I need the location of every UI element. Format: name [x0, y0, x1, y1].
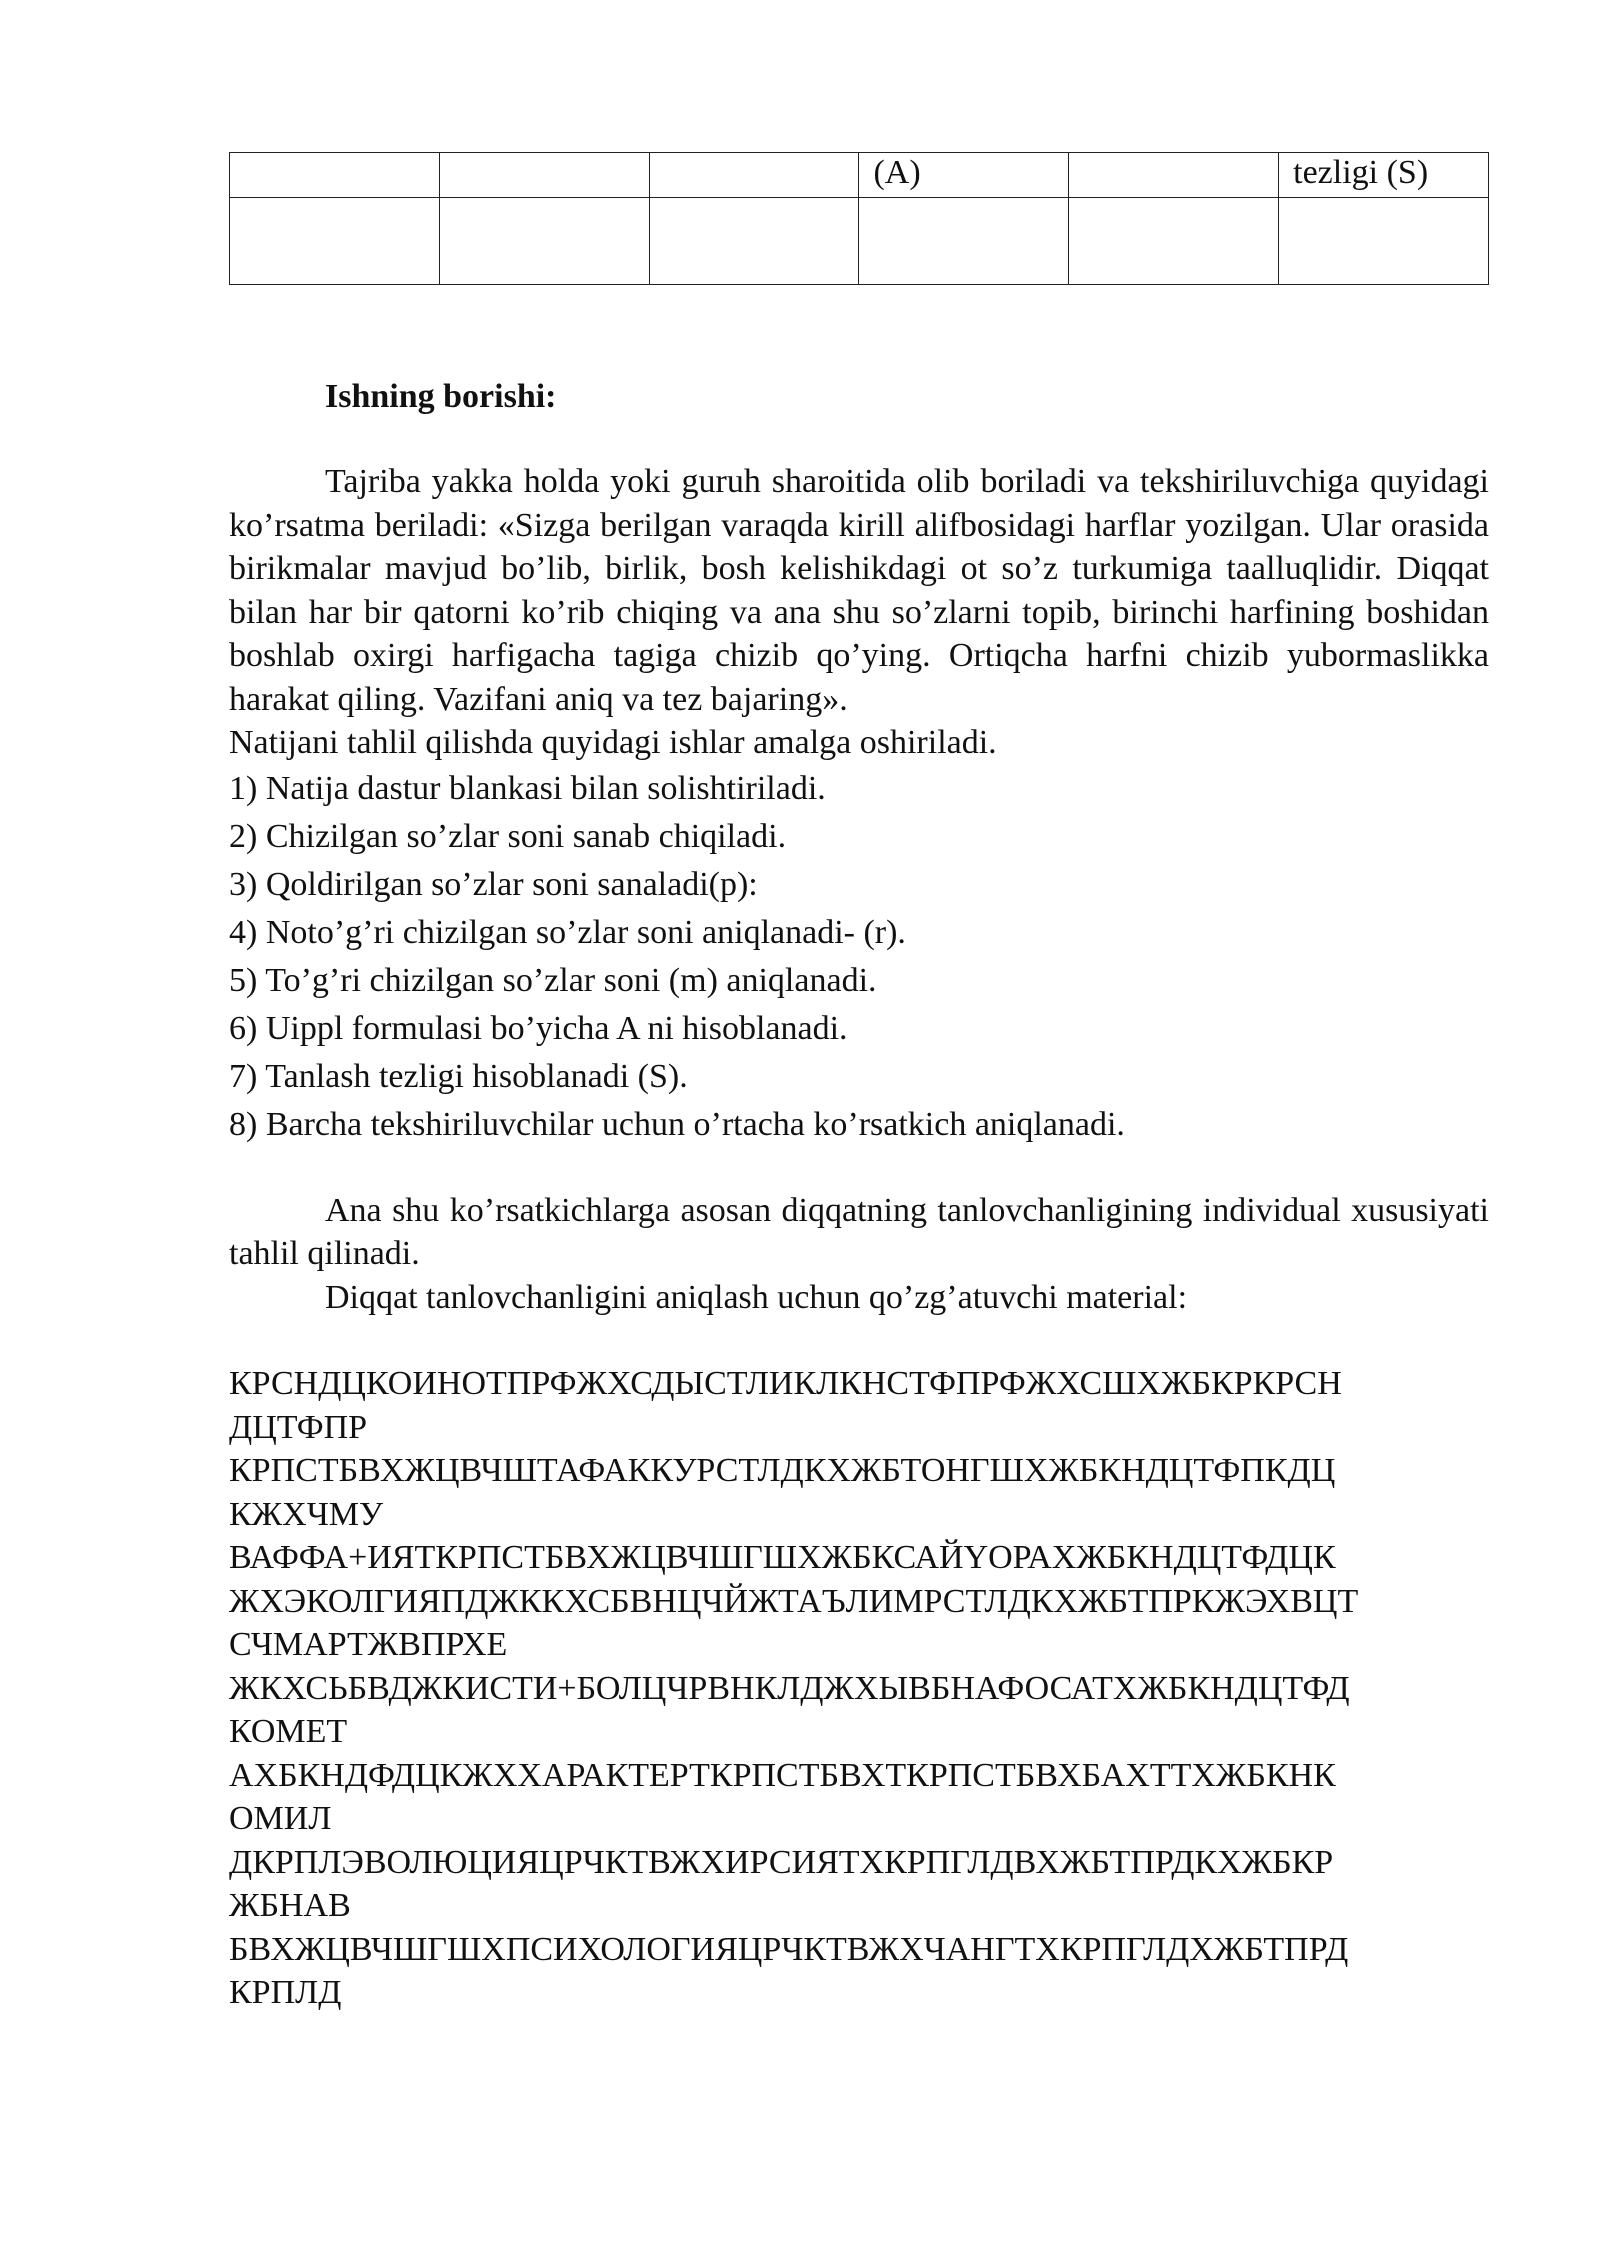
list-item: 7) Tanlash tezligi hisoblanadi (S).: [229, 1057, 688, 1095]
list-item: 6) Uippl formulasi bo’yicha A ni hisoblanadi.: [229, 1009, 848, 1047]
table-cell: (A): [859, 153, 1069, 198]
table-cell: [649, 198, 859, 285]
table-row: [230, 198, 1489, 285]
table-cell: [439, 153, 649, 198]
table-cell: [649, 153, 859, 198]
letter-line: ДКРПЛЭВОЛЮЦИЯЦРЧКТВЖХИРСИЯТХКРПГЛДВХЖБТПРДКХЖБКР: [229, 1843, 1334, 1881]
letter-line: КРСНДЦКОИНОТПРФЖХСДЫСТЛИКЛКНСТФПРФЖХСШХЖБКРКРСН: [229, 1365, 1342, 1402]
letter-line: ДЦТФПР: [229, 1408, 368, 1446]
list-item: 5) To’g’ri chizilgan so’zlar soni (m) aniqlanadi.: [229, 961, 877, 999]
letter-line: КЖХЧМУ: [229, 1495, 384, 1533]
list-item: 2) Chizilgan so’zlar soni sanab chiqiladi.: [229, 817, 787, 855]
table-row: [230, 153, 1489, 198]
section-heading: Ishning borishi:: [325, 378, 557, 415]
list-item: 1) Natija dastur blankasi bilan solishtiriladi.: [229, 769, 826, 807]
letter-line: АХБКНДФДЦКЖХХАРАКТЕРТКРПСТБВХТКРПСТБВХБАХТТХЖБКНК: [229, 1756, 1336, 1794]
letter-line: ЖБНАВ: [229, 1887, 351, 1924]
list-item: 3) Qoldirilgan so’zlar soni sanaladi(p):: [229, 865, 758, 903]
table-cell: [439, 198, 649, 285]
table-cell: [230, 153, 440, 198]
letter-line: ЖКХСЬБВДЖКИСТИ+БОЛЦЧРВНКЛДЖХЫВБНАФОСАТХЖБКНДЦТФД: [229, 1669, 1350, 1707]
conclusion-paragraph: Ana shu ko’rsatkichlarga asosan diqqatning tanlovchanligining individual xususiyati tahlil qilinadi.: [229, 1191, 1489, 1272]
material-intro: Diqqat tanlovchanligini aniqlash uchun qo’zg’atuvchi material:: [325, 1278, 1188, 1316]
letter-line: СЧМАРТЖВПРХЕ: [229, 1626, 508, 1663]
letter-line: КРПСТБВХЖЦВЧШТАФАККУРСТЛДКХЖБТОНГШХЖБКНДЦТФПКДЦ: [229, 1452, 1336, 1489]
letter-line: БВХЖЦВЧШГШХПСИХОЛОГИЯЦРЧКТВЖХЧАНГТХКРПГЛДХЖБТПРД: [229, 1930, 1349, 1968]
stimulus-material: [229, 1362, 1489, 2015]
table-cell: [859, 198, 1069, 285]
list-item: 8) Barcha tekshiriluvchilar uchun o’rtacha ko’rsatkich aniqlanadi.: [229, 1105, 1125, 1143]
table-cell: tezligi (S): [1279, 153, 1489, 198]
table-cell: [1069, 198, 1279, 285]
letter-line: ЖХЭКОЛГИЯПДЖККХСБВНЦЧЙЖТАЪЛИМРСТЛДКХЖБТПРКЖЭХВЦТ: [229, 1582, 1359, 1620]
letter-line: КОМЕТ: [229, 1713, 348, 1750]
document-page: [229, 152, 1489, 2015]
table-cell: [230, 198, 440, 285]
analysis-intro: Natijani tahlil qilishda quyidagi ishlar amalga oshiriladi.: [229, 724, 997, 761]
list-item: 4) Noto’g’ri chizilgan so’zlar soni aniqlanadi- (r).: [229, 913, 906, 951]
results-table: [229, 152, 1489, 285]
letter-line: ВАФФА+ИЯТКРПСТБВХЖЦВЧШГШХЖБКСАЙYОРАХЖБКНДЦТФДЦК: [229, 1539, 1336, 1576]
intro-paragraph: Tajriba yakka holda yoki guruh sharoitida olib boriladi va tekshiriluvchiga quyidagi ko’rsatma beriladi: «Sizga berilgan varaqda kirill alifbosidagi harflar yozilgan. Ular orasida birikmalar mavjud bo’lib, birlik, bosh kelishikdagi ot so’z turkumiga taalluqlidir. Diqqat bilan har bir qatorni ko’rib chiqing va ana shu so’zlarni topib, birinchi harfining boshidan boshlab oxirgi harfigacha tagiga chizib qo’ying. Ortiqcha harfni chizib yubormaslikka harakat qiling. Vazifani aniq va tez bajaring».: [229, 463, 1489, 718]
table-cell: [1069, 153, 1279, 198]
letter-line: КРПЛД: [229, 1974, 342, 2011]
steps-list: [229, 765, 1489, 1149]
letter-line: ОМИЛ: [229, 1800, 332, 1837]
table-cell: [1279, 198, 1489, 285]
